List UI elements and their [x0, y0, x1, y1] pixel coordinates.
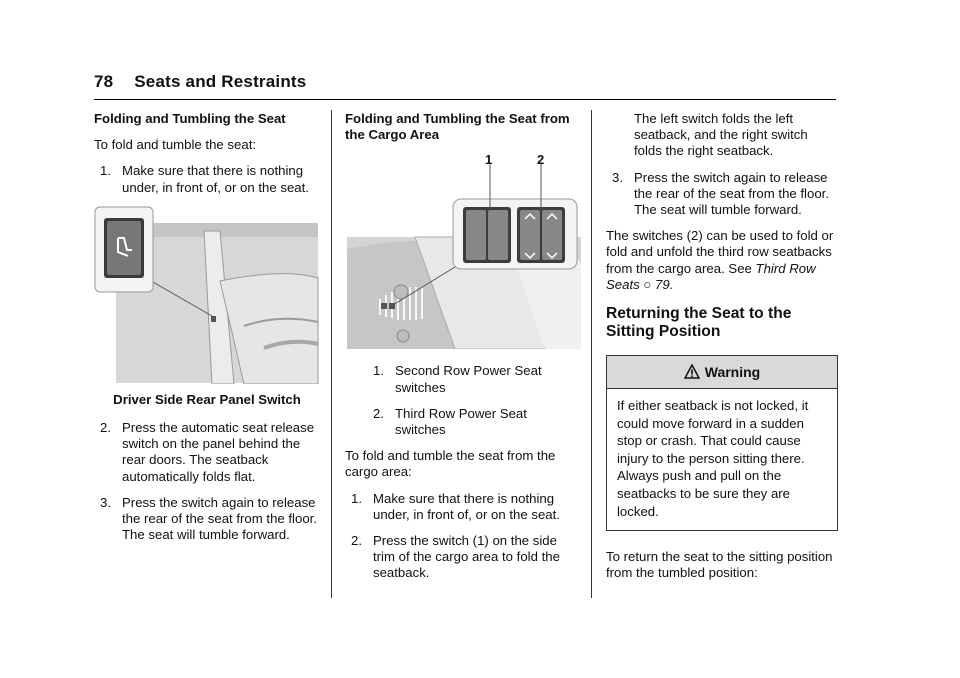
col2-step-2: [351, 533, 581, 582]
step-text: Press the switch again to release the rear of the seat from the floor. The seat will tumble forward.: [122, 494, 317, 543]
page-ref-icon: ○: [643, 276, 652, 292]
link-text: Third Row Seats: [606, 260, 816, 292]
step-number: 2.: [351, 533, 362, 549]
step-number: 3.: [100, 494, 111, 510]
col1-step-3: [100, 495, 320, 544]
step-number: 1.: [351, 490, 362, 506]
page-header: [94, 72, 306, 92]
legend-number: 2.: [373, 405, 384, 421]
column-1: [94, 111, 320, 553]
warning-header: [607, 356, 837, 389]
warning-box: [606, 355, 838, 531]
col1-intro: To fold and tumble the seat:: [94, 137, 257, 153]
col1-step-1: [100, 163, 320, 195]
header-rule: [94, 99, 836, 100]
panel-switch-illustration: [94, 206, 320, 384]
legend-text: Third Row Power Seat switches: [395, 405, 527, 438]
warning-body: If either seatback is not locked, it could move forward in a sudden stop or crash. That could cause injury to the person sitting there. Always push and pull on the seatbacks to be sure they are locked.: [617, 398, 809, 519]
legend-number: 1.: [373, 363, 384, 379]
cargo-area-figure: [345, 153, 581, 349]
step-text: Press the switch (1) on the side trim of the cargo area to fold the seatback.: [373, 533, 560, 581]
warning-triangle-icon: [684, 364, 700, 380]
warning-title: Warning: [704, 363, 761, 380]
third-row-seats-link[interactable]: Third Row Seats ○ 79.: [606, 260, 816, 292]
figure-caption: Driver Side Rear Panel Switch: [113, 391, 301, 407]
col2-intro: To fold and tumble the seat from the cargo area:: [345, 448, 556, 480]
cargo-switch-illustration: [345, 153, 581, 349]
col1-step-2: [100, 420, 320, 485]
col2-step-1: [351, 491, 581, 523]
col2-heading: Folding and Tumbling the Seat from the Cargo Area: [345, 111, 570, 143]
legend-item-2: [373, 406, 581, 438]
paragraph-text: The switches (2) can be used to fold or fold and unfold the third row seatbacks from the cargo area. See: [606, 228, 834, 276]
step-text: Press the automatic seat release switch on the panel behind the rear doors. The seatback automatically folds flat.: [122, 420, 315, 484]
figure-label-1: 1: [485, 153, 493, 168]
col1-heading: Folding and Tumbling the Seat: [94, 111, 286, 126]
column-3: [606, 111, 838, 592]
page-number: 78: [94, 72, 114, 91]
step-number: 3.: [612, 169, 623, 185]
column-2: [345, 111, 581, 592]
returning-section-title: Returning the Seat to the Sitting Position: [606, 305, 792, 341]
figure-label-2: 2: [537, 153, 545, 168]
driver-side-panel-figure: [94, 206, 320, 384]
step-number: 1.: [100, 163, 111, 179]
column-divider-1: [331, 110, 332, 598]
cargo-switch-paragraph: [606, 228, 838, 293]
column-divider-2: [591, 110, 592, 598]
continued-text: The left switch folds the left seatback, and the right switch folds the right seatback.: [634, 111, 808, 159]
link-page: 79: [655, 276, 670, 292]
step-text: Make sure that there is nothing under, in front of, or on the seat.: [373, 490, 560, 522]
col3-step-3: [612, 170, 838, 219]
step-text: Make sure that there is nothing under, in front of, or on the seat.: [122, 163, 309, 195]
section-title: Seats and Restraints: [134, 72, 307, 91]
legend-item-1: [373, 363, 581, 395]
step-text: Press the switch again to release the rear of the seat from the floor. The seat will tumble forward.: [634, 169, 829, 218]
legend-text: Second Row Power Seat switches: [395, 363, 542, 395]
closing-text: To return the seat to the sitting position from the tumbled position:: [606, 549, 833, 581]
step-number: 2.: [100, 420, 111, 436]
